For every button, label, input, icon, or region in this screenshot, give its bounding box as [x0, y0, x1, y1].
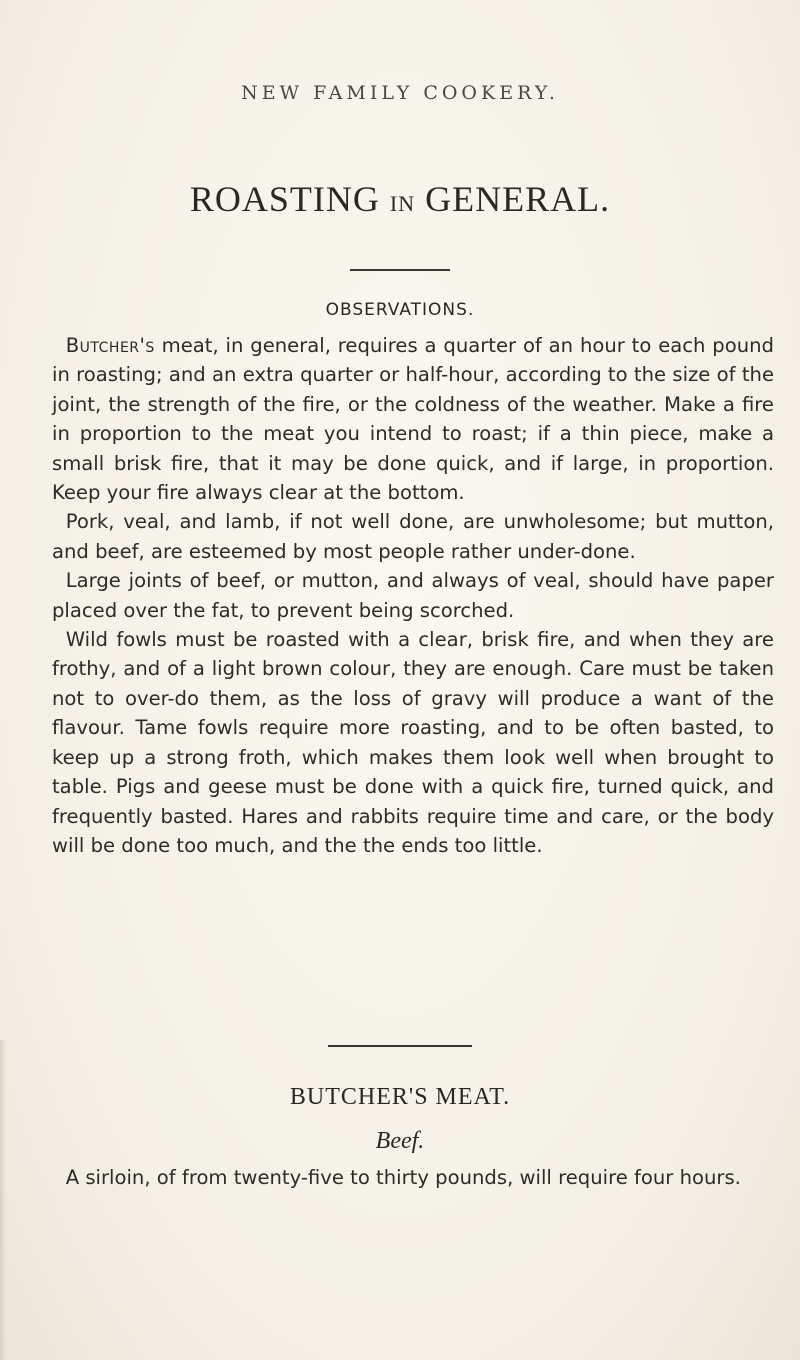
title-part-roasting: ROASTING [189, 179, 380, 219]
paragraph-text: meat, in general, requires a quarter of an hour to each pound in roasting; and an extra quarter or half-hour, according to the size of the joint, the strength of the fire, or the coldness of the weather. Make a fire in proportion to the meat you intend to roast; if a thin piece, make a small brisk fire, that it may be done quick, and if large, in proportion. Keep your fire always clear at the bottom. [52, 334, 774, 505]
chapter-title [0, 178, 800, 220]
paragraph-wild-fowls: Wild fowls must be roasted with a clear, brisk fire, and when they are frothy, and of a light brown colour, they are enough. Care must be taken not to over-do them, as the loss of gravy will produce a want of the flavour. Tame fowls require more roasting, and to be often basted, to keep up a strong froth, which makes them look well when brought to table. Pigs and geese must be done with a quick fire, turned quick, and frequently basted. Hares and rabbits require time and care, or the body will be done too much, and the the ends too little. [52, 628, 774, 857]
paragraph-sirloin: A sirloin, of from twenty-five to thirty pounds, will require four hours. [65, 1166, 741, 1189]
beef-body [52, 1163, 774, 1192]
observations-body [52, 331, 774, 860]
title-part-in: IN [389, 191, 416, 216]
observations-heading: OBSERVATIONS. [325, 300, 475, 320]
paragraph-pork-veal-lamb: Pork, veal, and lamb, if not well done, are unwholesome; but mutton, and beef, are esteemed by most people rather under-done. [52, 510, 774, 563]
paragraph-lead-word: Butcher's [65, 334, 155, 357]
butchers-meat-heading: BUTCHER'S MEAT. [289, 1084, 511, 1110]
title-rule [350, 269, 450, 271]
paragraph-butchers-meat [52, 331, 774, 507]
title-part-general: GENERAL. [425, 179, 611, 219]
beef-subheading: Beef. [375, 1128, 425, 1154]
running-head: NEW FAMILY COOKERY. [241, 82, 559, 104]
page-edge-shadow [0, 1040, 6, 1360]
paragraph-large-joints: Large joints of beef, or mutton, and always of veal, should have paper placed over the fat, to prevent being scorched. [52, 569, 774, 622]
section-rule [328, 1045, 472, 1047]
